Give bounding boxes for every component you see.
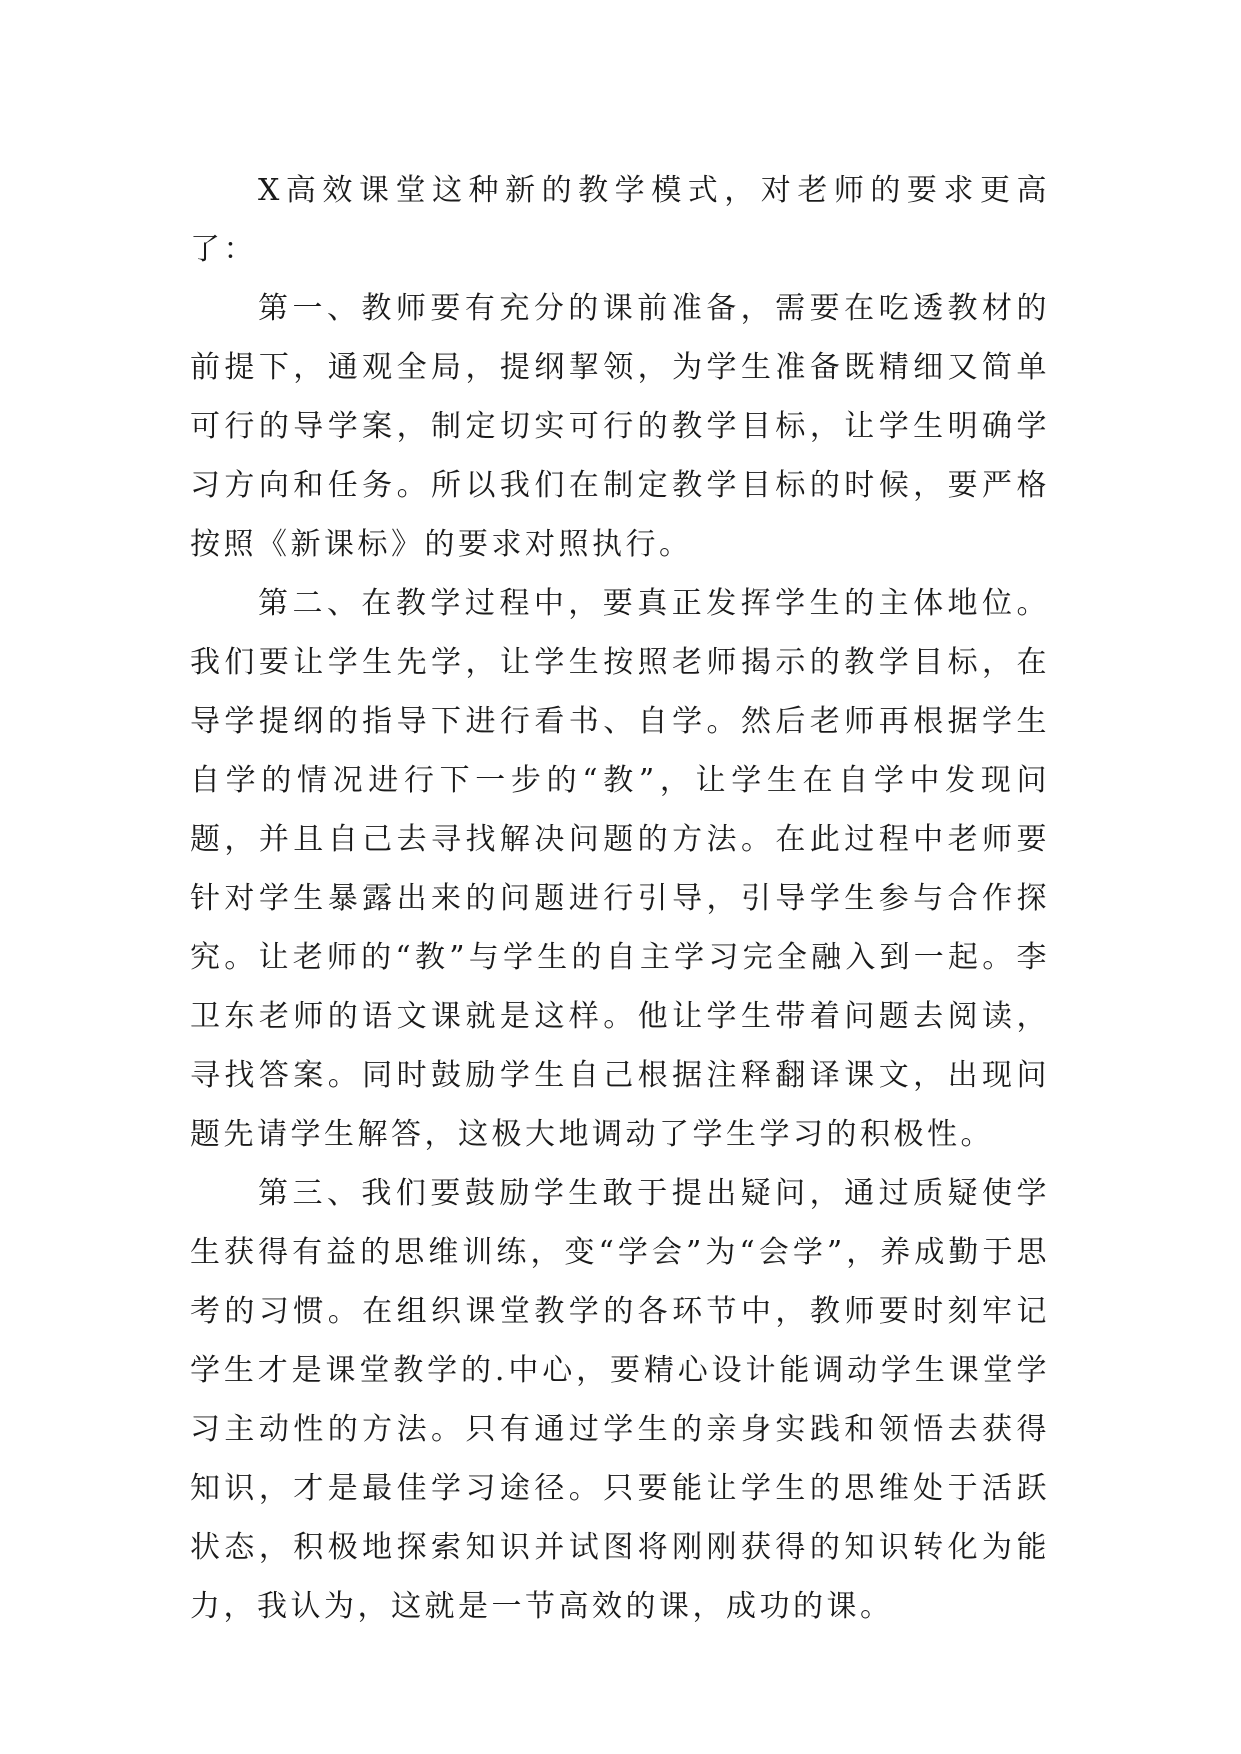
paragraph-third-point: 第三、我们要鼓励学生敢于提出疑问，通过质疑使学生获得有益的思维训练，变“学会”为“会学”，养成勤于思考的习惯。在组织课堂教学的各环节中，教师要时刻牢记学生才是课堂教学的.中心，要精心设计能调动学生课堂学习主动性的方法。只有通过学生的亲身实践和领悟去获得知识，才是最佳学习途径。只要能让学生的思维处于活跃状态，积极地探索知识并试图将刚刚获得的知识转化为能力，我认为，这就是一节高效的课，成功的课。 [190, 1176, 1050, 1624]
paragraph-first-point: 第一、教师要有充分的课前准备，需要在吃透教材的前提下，通观全局，提纲挈领，为学生准备既精细又简单可行的导学案，制定切实可行的教学目标，让学生明确学习方向和任务。所以我们在制定教学目标的时候，要严格按照《新课标》的要求对照执行。 [190, 291, 1050, 562]
document-body [190, 161, 1050, 1636]
paragraph-second-point: 第二、在教学过程中，要真正发挥学生的主体地位。我们要让学生先学，让学生按照老师揭示的教学目标，在导学提纲的指导下进行看书、自学。然后老师再根据学生自学的情况进行下一步的“教”，让学生在自学中发现问题，并且自己去寻找解决问题的方法。在此过程中老师要针对学生暴露出来的问题进行引导，引导学生参与合作探究。让老师的“教”与学生的自主学习完全融入到一起。李卫东老师的语文课就是这样。他让学生带着问题去阅读，寻找答案。同时鼓励学生自己根据注释翻译课文，出现问题先请学生解答，这极大地调动了学生学习的积极性。 [190, 586, 1050, 1152]
paragraph-intro: X高效课堂这种新的教学模式，对老师的要求更高了： [190, 173, 1050, 267]
